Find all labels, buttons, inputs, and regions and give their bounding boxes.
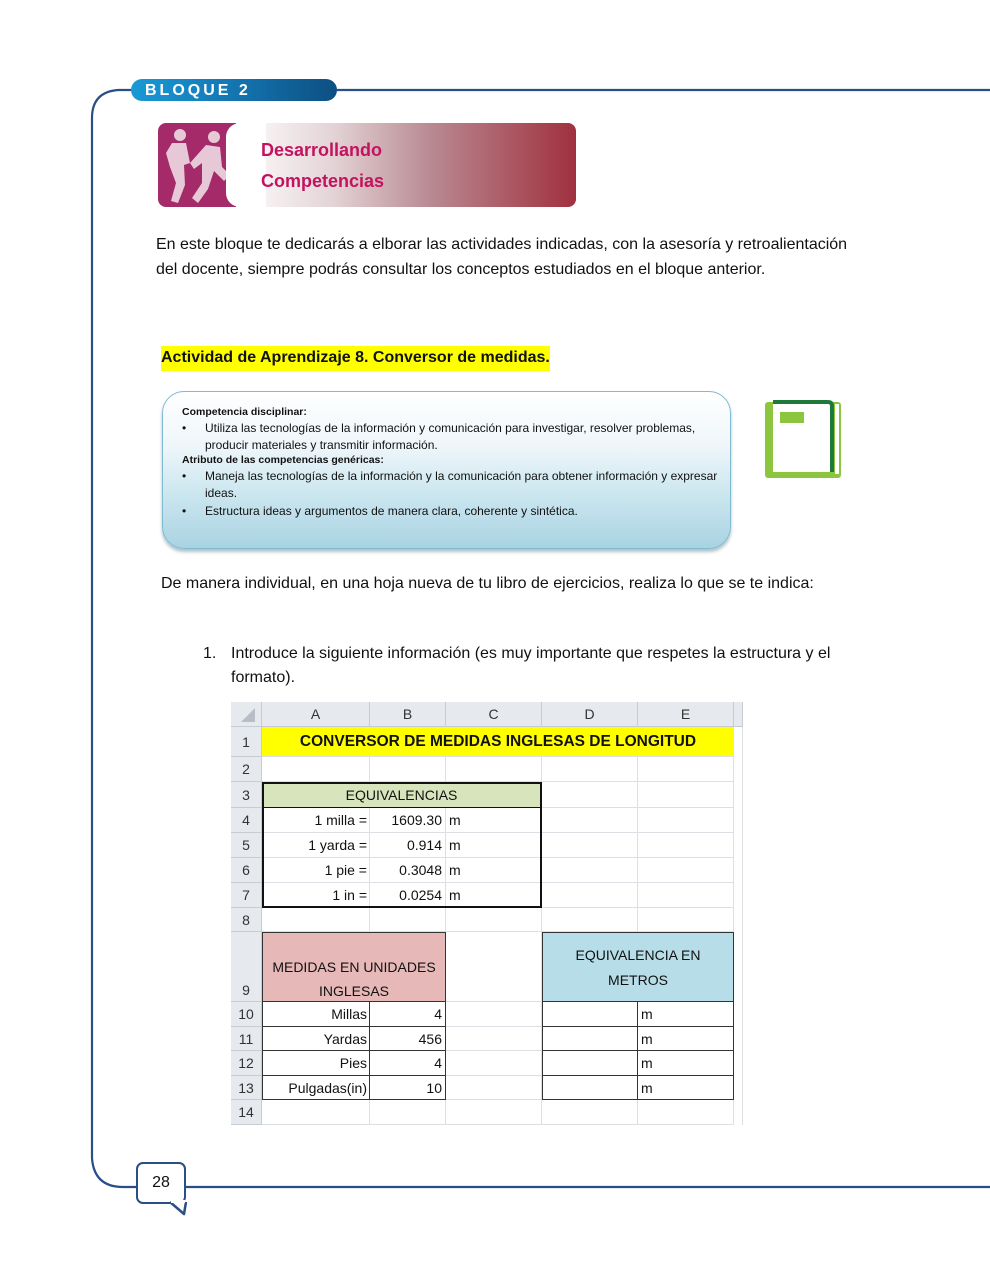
medida-unit-cell[interactable]: m	[638, 1076, 734, 1100]
cell-a8[interactable]	[262, 908, 370, 932]
cell-b8[interactable]	[370, 908, 446, 932]
equivalencias-header[interactable]: EQUIVALENCIAS	[262, 782, 542, 808]
cell-d8[interactable]	[542, 908, 638, 932]
cell-c10[interactable]	[446, 1002, 542, 1027]
medida-label-cell[interactable]: Yardas	[262, 1027, 370, 1051]
column-header-d[interactable]: D	[542, 702, 638, 727]
row-header-2[interactable]: 2	[231, 757, 262, 782]
row-header-8[interactable]: 8	[231, 908, 262, 932]
medida-result-cell[interactable]	[542, 1076, 638, 1100]
competencies-box	[162, 391, 731, 549]
bullet: •	[182, 469, 187, 483]
cell-c9[interactable]	[446, 932, 542, 1002]
row-header-6[interactable]: 6	[231, 858, 262, 883]
equiv-unit-cell[interactable]: m	[446, 883, 542, 908]
notebook-icon	[762, 398, 844, 480]
cell-e2[interactable]	[638, 757, 734, 782]
cell-d6[interactable]	[542, 858, 638, 883]
cell-c14[interactable]	[446, 1100, 542, 1125]
medida-label-cell[interactable]: Pies	[262, 1051, 370, 1076]
cell-c13[interactable]	[446, 1076, 542, 1100]
banner-title-line1: Desarrollando	[261, 140, 383, 160]
column-f-partial	[734, 727, 743, 1125]
cell-d2[interactable]	[542, 757, 638, 782]
row-header-1[interactable]: 1	[231, 727, 262, 757]
cell-e4[interactable]	[638, 808, 734, 833]
row-header-14[interactable]: 14	[231, 1100, 262, 1125]
cell-c12[interactable]	[446, 1051, 542, 1076]
row-header-3[interactable]: 3	[231, 782, 262, 808]
row-header-7[interactable]: 7	[231, 883, 262, 908]
equiv-value-cell[interactable]: 0.3048	[370, 858, 446, 883]
competencies-banner	[158, 123, 576, 207]
equiv-label-cell[interactable]: 1 yarda =	[262, 833, 370, 858]
column-header-a[interactable]: A	[262, 702, 370, 727]
block-label-tab: BLOQUE 2	[131, 79, 337, 101]
disciplinar-heading: Competencia disciplinar:	[182, 406, 307, 418]
row-header-12[interactable]: 12	[231, 1051, 262, 1076]
activity-title: Actividad de Aprendizaje 8. Conversor de medidas.	[161, 346, 550, 371]
title-cell-a1[interactable]: CONVERSOR DE MEDIDAS INGLESAS DE LONGITUD	[262, 727, 734, 757]
equiv-unit-cell[interactable]: m	[446, 808, 542, 833]
cell-e14[interactable]	[638, 1100, 734, 1125]
medida-value-cell[interactable]: 4	[370, 1002, 446, 1027]
row-header-4[interactable]: 4	[231, 808, 262, 833]
banner-title	[261, 135, 384, 197]
instructions-paragraph: De manera individual, en una hoja nueva de tu libro de ejercicios, realiza lo que se te indica:	[161, 575, 814, 592]
medida-result-cell[interactable]	[542, 1002, 638, 1027]
runners-silhouette-icon	[158, 123, 236, 207]
callout-tail-icon	[168, 1200, 192, 1222]
bullet: •	[182, 421, 187, 435]
column-header-f-partial[interactable]	[734, 702, 743, 727]
cell-e6[interactable]	[638, 858, 734, 883]
row-header-13[interactable]: 13	[231, 1076, 262, 1100]
equiv-label-cell[interactable]: 1 milla =	[262, 808, 370, 833]
cell-d7[interactable]	[542, 883, 638, 908]
medida-value-cell[interactable]: 456	[370, 1027, 446, 1051]
medida-result-cell[interactable]	[542, 1027, 638, 1051]
medida-value-cell[interactable]: 10	[370, 1076, 446, 1100]
equiv-value-cell[interactable]: 0.0254	[370, 883, 446, 908]
equiv-unit-cell[interactable]: m	[446, 833, 542, 858]
equiv-unit-cell[interactable]: m	[446, 858, 542, 883]
cell-c2[interactable]	[446, 757, 542, 782]
cell-e5[interactable]	[638, 833, 734, 858]
cell-d14[interactable]	[542, 1100, 638, 1125]
genericas-item: • Estructura ideas y argumentos de manera clara, coherente y sintética.	[182, 504, 578, 518]
intro-paragraph: En este bloque te dedicarás a elborar las actividades indicadas, con la asesoría y retroalientación del docente, siempre podrás consultar los conceptos estudiados en el bloque anterior.	[156, 236, 848, 278]
medida-value-cell[interactable]: 4	[370, 1051, 446, 1076]
medida-label-cell[interactable]: Millas	[262, 1002, 370, 1027]
column-header-e[interactable]: E	[638, 702, 734, 727]
equiv-label-cell[interactable]: 1 pie =	[262, 858, 370, 883]
row-header-10[interactable]: 10	[231, 1002, 262, 1027]
equiv-value-cell[interactable]: 1609.30	[370, 808, 446, 833]
medida-unit-cell[interactable]: m	[638, 1002, 734, 1027]
equiv-value-cell[interactable]: 0.914	[370, 833, 446, 858]
select-all-corner[interactable]	[231, 702, 262, 727]
cell-b2[interactable]	[370, 757, 446, 782]
cell-d4[interactable]	[542, 808, 638, 833]
cell-a14[interactable]	[262, 1100, 370, 1125]
cell-e7[interactable]	[638, 883, 734, 908]
medida-unit-cell[interactable]: m	[638, 1051, 734, 1076]
cell-c8[interactable]	[446, 908, 542, 932]
cell-c11[interactable]	[446, 1027, 542, 1051]
cell-e8[interactable]	[638, 908, 734, 932]
cell-d5[interactable]	[542, 833, 638, 858]
medidas-header[interactable]: MEDIDAS EN UNIDADES INGLESAS	[262, 932, 446, 1002]
cell-d3[interactable]	[542, 782, 638, 808]
column-header-c[interactable]: C	[446, 702, 542, 727]
medida-unit-cell[interactable]: m	[638, 1027, 734, 1051]
row-header-11[interactable]: 11	[231, 1027, 262, 1051]
row-header-9[interactable]: 9	[231, 932, 262, 1002]
equivalencias-table-border	[262, 782, 542, 908]
cell-a2[interactable]	[262, 757, 370, 782]
equivalencia-metros-header[interactable]: EQUIVALENCIA EN METROS	[542, 932, 734, 1002]
medida-label-cell[interactable]: Pulgadas(in)	[262, 1076, 370, 1100]
disciplinar-item: • Utiliza las tecnologías de la información y comunicación para investigar, resolver problemas, producir materiales y transmitir información.	[182, 421, 696, 452]
bullet: •	[182, 504, 187, 518]
genericas-item: • Maneja las tecnologías de la información y la comunicación para obtener información y expresar ideas.	[182, 469, 718, 500]
page-number: 28	[136, 1162, 186, 1204]
step-text: Introduce la siguiente información (es muy importante que respetes la estructura y el formato).	[231, 645, 831, 686]
cell-e3[interactable]	[638, 782, 734, 808]
equiv-label-cell[interactable]: 1 in =	[262, 883, 370, 908]
genericas-heading: Atributo de las competencias genéricas:	[182, 454, 384, 466]
banner-title-line2: Competencias	[261, 171, 385, 191]
cell-b14[interactable]	[370, 1100, 446, 1125]
row-header-5[interactable]: 5	[231, 833, 262, 858]
step-number: 1.	[203, 645, 217, 662]
column-header-b[interactable]: B	[370, 702, 446, 727]
medida-result-cell[interactable]	[542, 1051, 638, 1076]
